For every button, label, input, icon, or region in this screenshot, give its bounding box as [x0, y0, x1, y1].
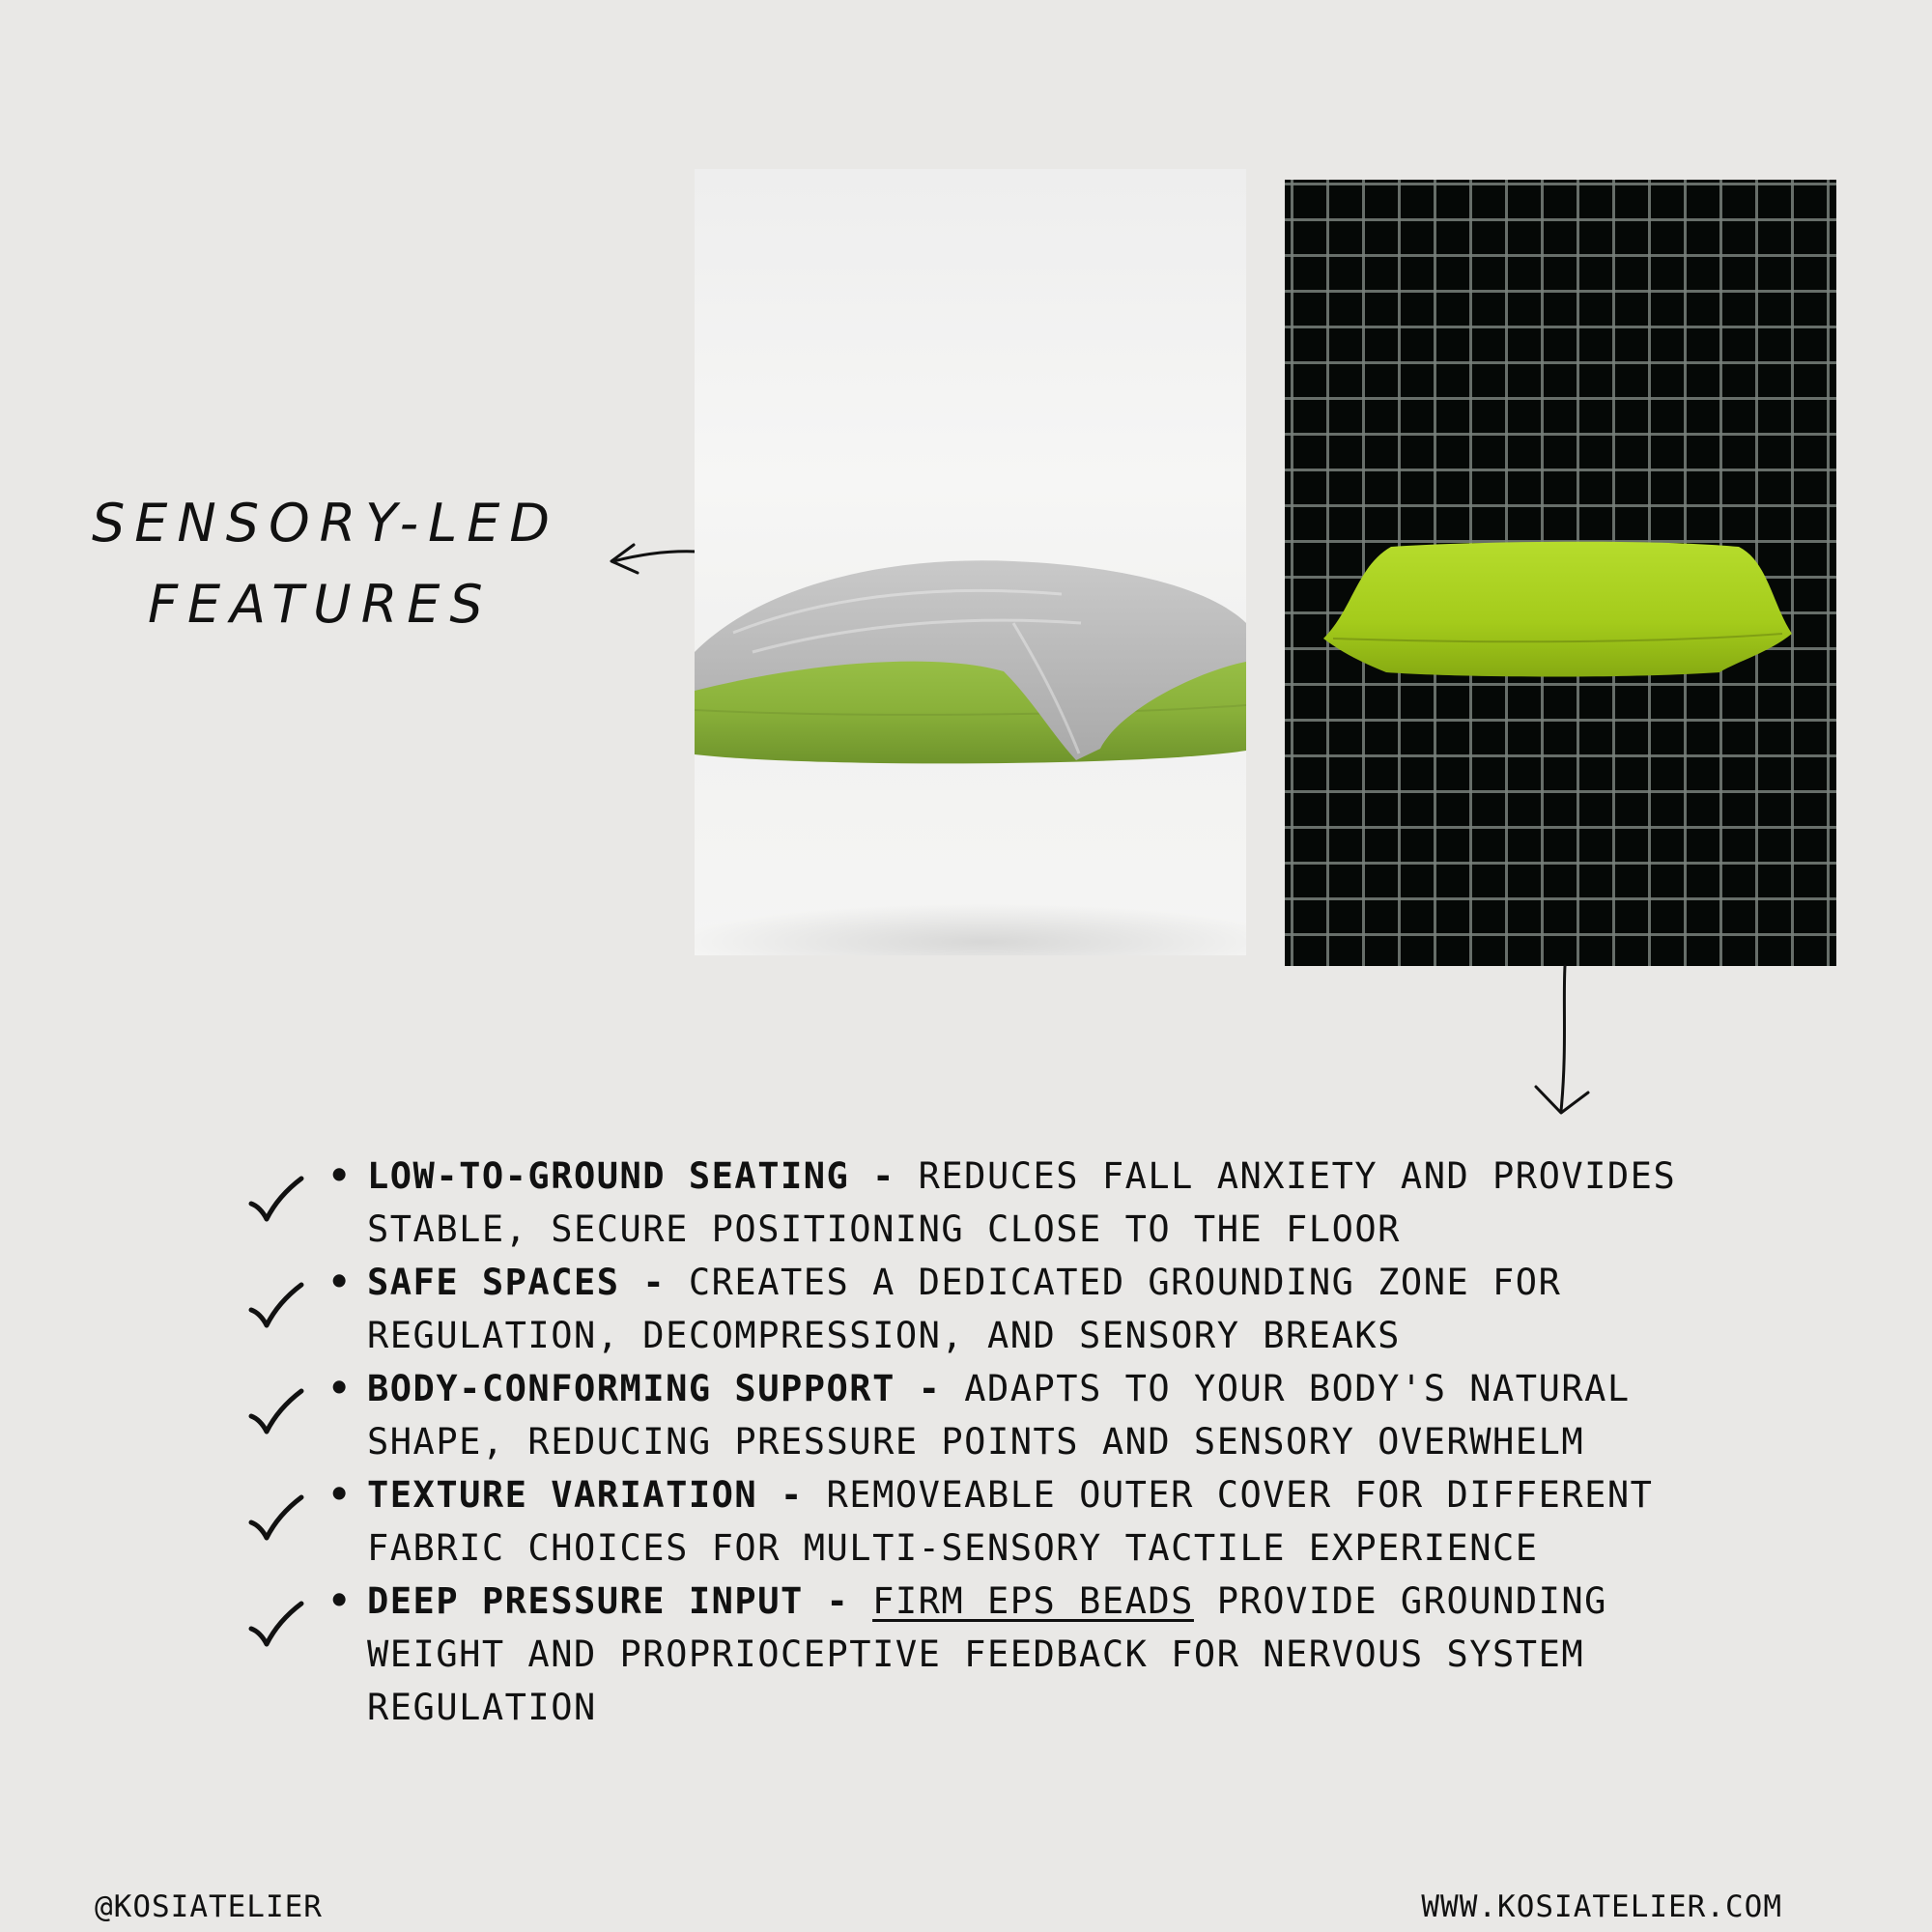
list-item [242, 1575, 1710, 1734]
bullet: • [328, 1580, 352, 1622]
feature-name: BODY-CONFORMING SUPPORT [367, 1368, 895, 1409]
feature-name: LOW-TO-GROUND SEATING [367, 1155, 850, 1197]
feature-separator: - [619, 1262, 689, 1303]
check-icon [247, 1600, 305, 1648]
list-item [242, 1362, 1710, 1468]
check-icon [247, 1175, 305, 1223]
check-icon [247, 1387, 305, 1435]
list-item [242, 1150, 1710, 1256]
feature-description: PROVIDE GROUNDING WEIGHT AND PROPRIOCEPTIVE FEEDBACK FOR NERVOUS SYSTEM REGULATION [367, 1580, 1607, 1728]
bullet: • [328, 1262, 352, 1303]
bullet: • [328, 1155, 352, 1197]
lime-cushion-icon [1285, 180, 1836, 966]
social-handle[interactable]: @KOSIATELIER [95, 1889, 323, 1924]
feature-separator: - [757, 1474, 827, 1516]
feature-name: TEXTURE VARIATION [367, 1474, 758, 1516]
feature-list [242, 1150, 1710, 1734]
title-line-2: FEATURES [148, 574, 493, 635]
green-cushion-icon [695, 169, 1246, 955]
arrow-down-icon [1526, 964, 1594, 1119]
feature-separator: - [803, 1580, 873, 1622]
check-icon [247, 1493, 305, 1542]
firm-eps-beads-link[interactable]: FIRM EPS BEADS [872, 1580, 1194, 1622]
bullet: • [328, 1368, 352, 1409]
feature-name: DEEP PRESSURE INPUT [367, 1580, 804, 1622]
feature-description: CREATES A DEDICATED GROUNDING ZONE FOR REGULATION, DECOMPRESSION, AND SENSORY BREAKS [367, 1262, 1562, 1356]
title-line-1: SENSORY-LED [92, 493, 559, 554]
cushion-photo-left [695, 169, 1246, 955]
website-link[interactable]: WWW.KOSIATELIER.COM [1421, 1889, 1782, 1924]
feature-separator: - [895, 1368, 965, 1409]
feature-description: REDUCES FALL ANXIETY AND PROVIDES STABLE, SECURE POSITIONING CLOSE TO THE FLOOR [367, 1155, 1677, 1250]
check-icon [247, 1281, 305, 1329]
page-title [92, 483, 559, 645]
feature-separator: - [849, 1155, 919, 1197]
cushion-photo-right [1285, 180, 1836, 966]
bullet: • [328, 1474, 352, 1516]
feature-description: ADAPTS TO YOUR BODY'S NATURAL SHAPE, REDUCING PRESSURE POINTS AND SENSORY OVERWHELM [367, 1368, 1631, 1463]
list-item [242, 1468, 1710, 1575]
arrow-left-icon [599, 536, 705, 584]
feature-name: SAFE SPACES [367, 1262, 620, 1303]
list-item [242, 1256, 1710, 1362]
feature-description: REMOVEABLE OUTER COVER FOR DIFFERENT FABRIC CHOICES FOR MULTI-SENSORY TACTILE EXPERIENCE [367, 1474, 1654, 1569]
